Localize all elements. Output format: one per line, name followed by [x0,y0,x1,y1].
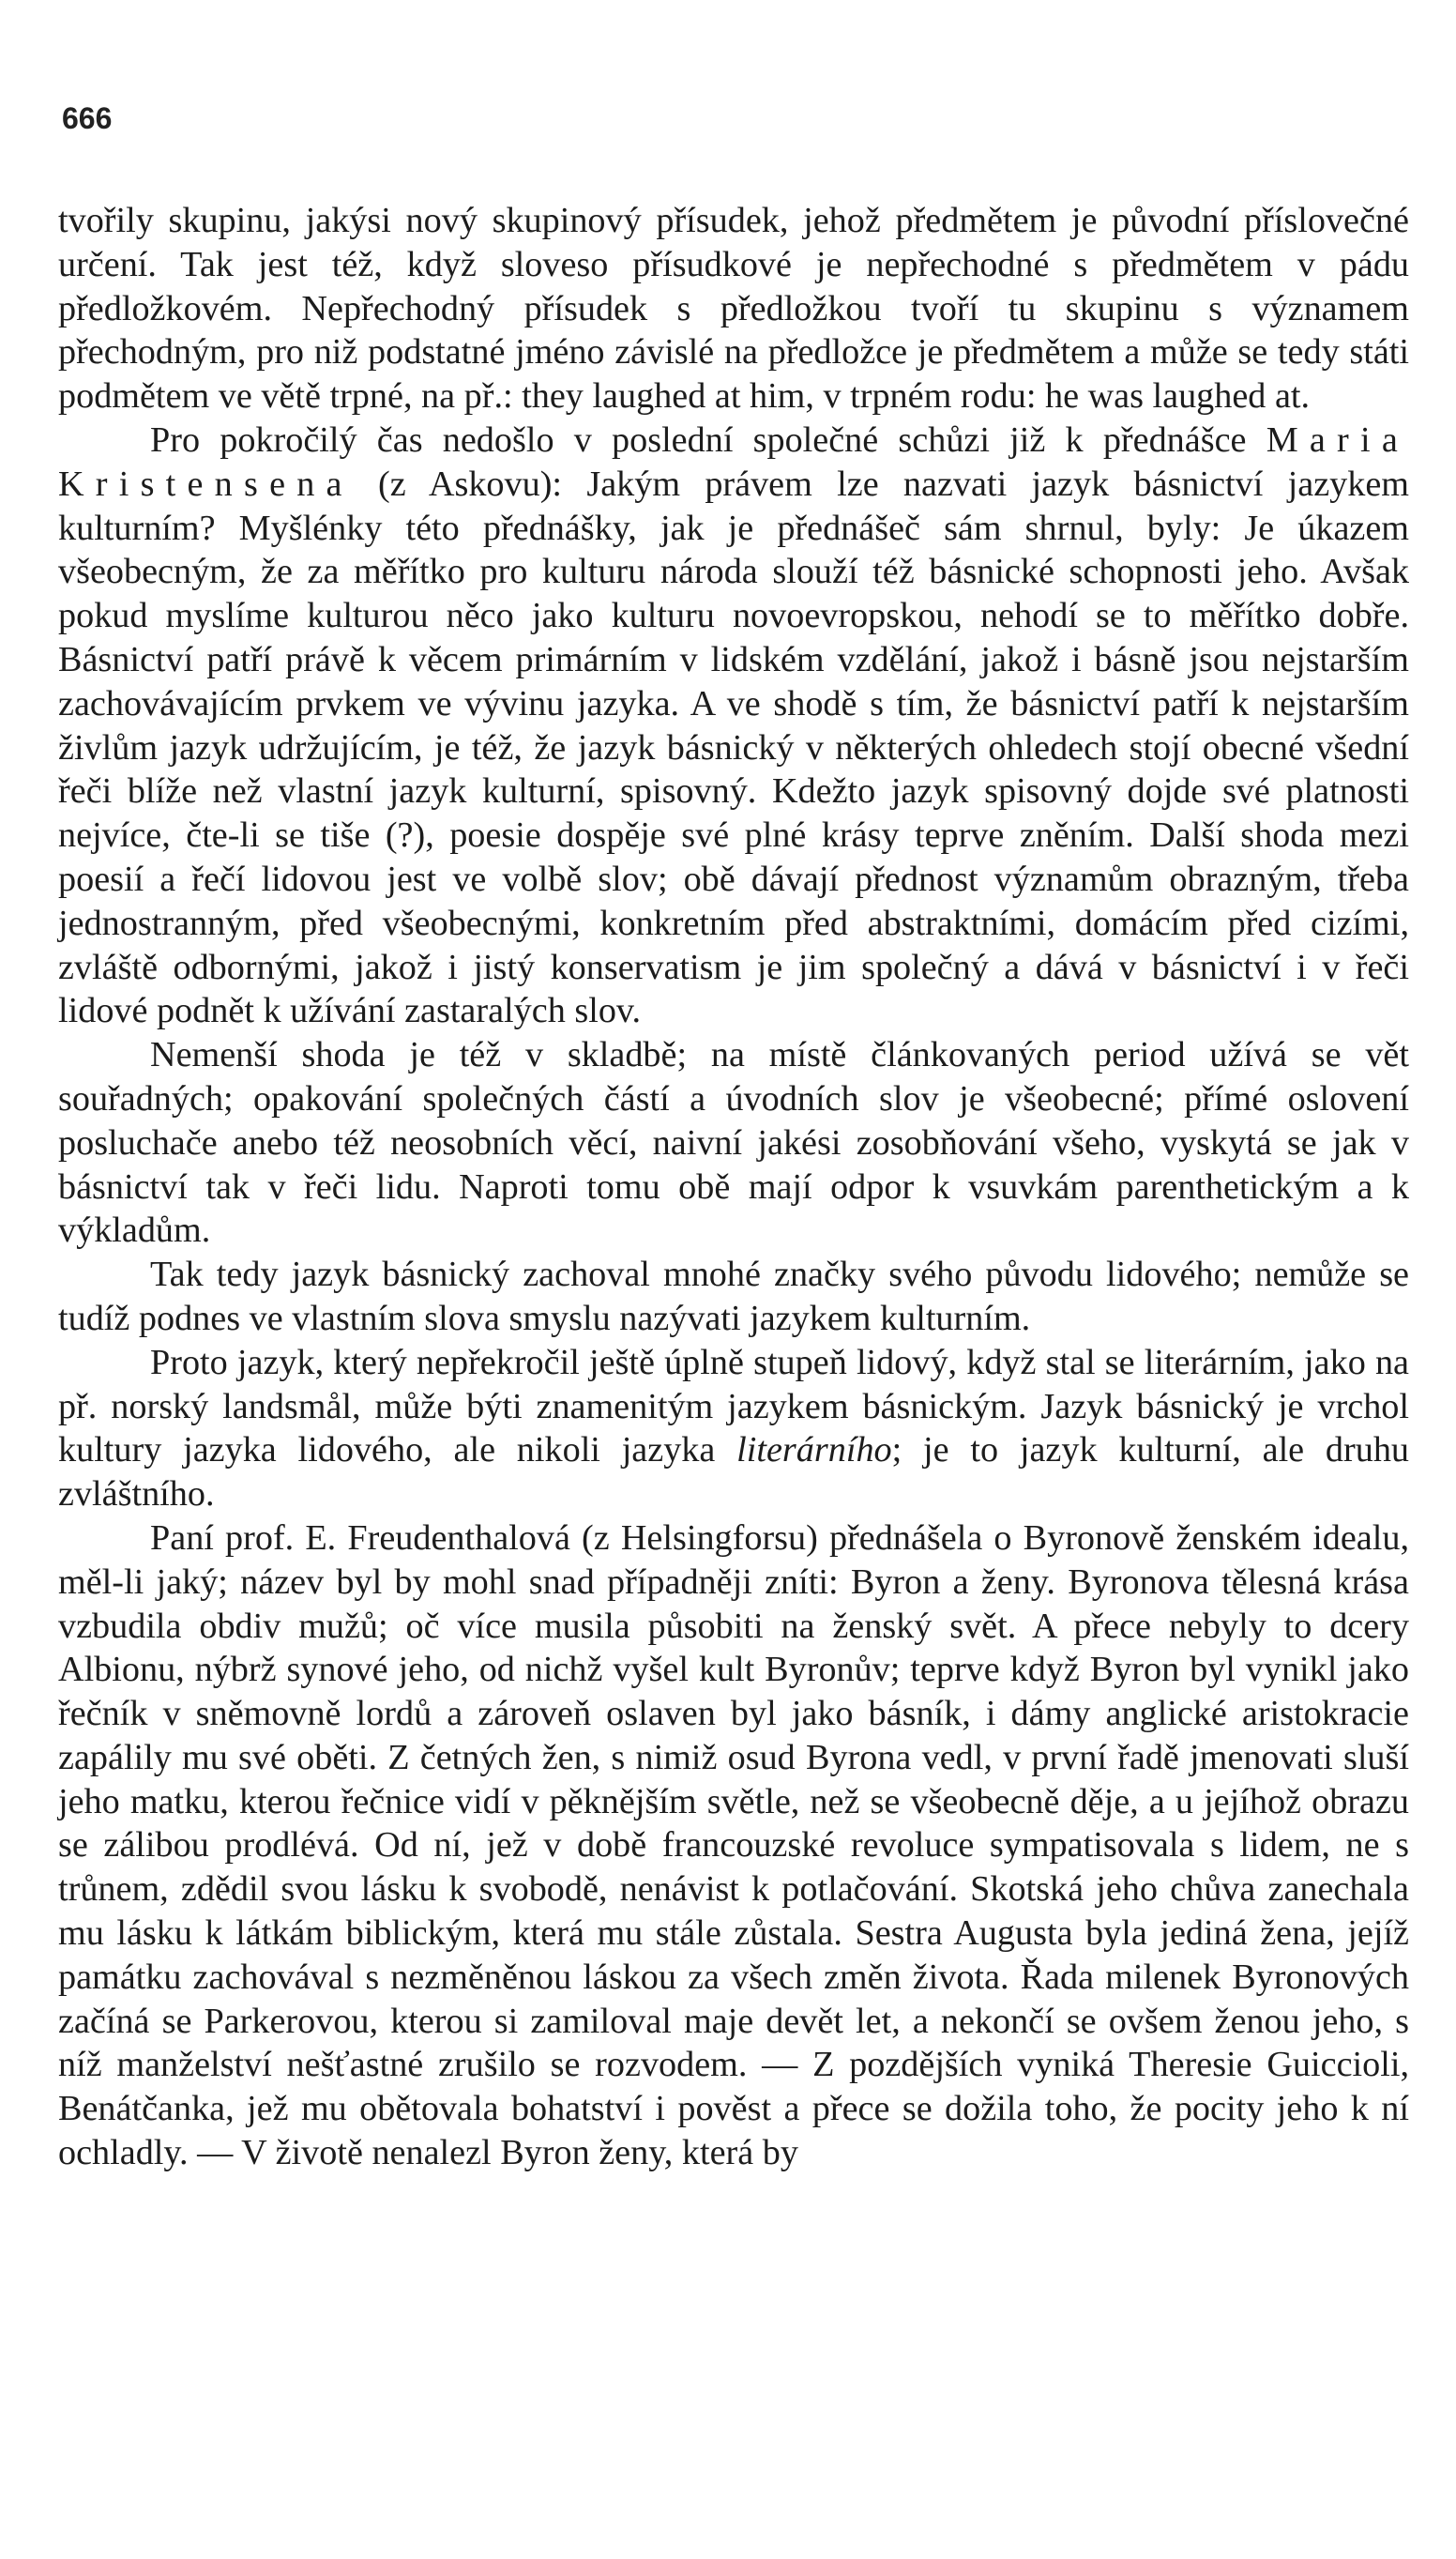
paragraph-text: Tak tedy jazyk básnický zachoval mnohé značky svého původu lidového; nemůže se tudíž podnes ve vlastním slova smyslu nazývati jazykem kulturním. [58,1255,1409,1338]
paragraph-text: (z Askovu): Jakým právem lze nazvati jazyk básnictví jazykem kulturním? Myšlénky této přednášky, jak je přednášeč sám shrnul, byly: Je úkazem všeobecným, že za měřítko pro kulturu národa slouží též básnické schopnosti jeho. Avšak pokud myslíme kulturou něco jako kulturu novoevropskou, nehodí se to měřítko dobře. Básnictví patří právě k věcem primárním v lidském vzdělání, jakož i básně jsou nejstarším zachovávajícím prvkem ve vývinu jazyka. A ve shodě s tím, že básnictví patří k nejstarším živlům jazyk udržujícím, je též, že jazyk básnický v některých ohledech stojí obecné všední řeči blíže než vlastní jazyk kulturní, spisovný. Kdežto jazyk spisovný dojde své platnosti nejvíce, čte-li se tiše (?), poesie dospěje své plné krásy teprve zněním. Další shoda mezi poesií a řečí lidovou jest ve volbě slov; obě dávají přednost významům obrazným, třeba jednostranným, před všeobecnými, konkretním před abstraktními, domácím před cizími, zvláště odbornými, jakož i jistý konservatism je jim společný a dává v básnictví i v řeči lidové podnět k užívání zastaralých slov. [58,464,1409,1031]
page-number: 666 [62,101,113,135]
emphasis-text: literárního [736,1430,892,1470]
paragraph-conclusion [58,1253,1409,1341]
paragraph-text: tvořily skupinu, jakýsi nový skupinový přísudek, jehož předmětem je původní příslovečné určení. Tak jest též, když sloveso přísudkové je nepřechodné s předmětem v pádu předložkovém. Nepřechodný přísudek s předložkou tvoří tu skupinu s významem přechodným, pro niž podstatné jméno závislé na předložce je předmětem a může se tedy státi podmětem ve větě trpné, na př.: they laughed at him, v trpném rodu: he was laughed at. [58,201,1409,417]
body-text [58,199,1409,2175]
paragraph-syntax [58,1033,1409,1253]
paragraph-literary-language [58,1341,1409,1516]
paragraph-text: Paní prof. E. Freudenthalová (z Helsingforsu) přednášela o Byronově ženském idealu, měl-li jaký; název byl by mohl snad případněji zníti: Byron a ženy. Byronova tělesná krása vzbudila obdiv mužů; oč více musila působiti na ženský svět. A přece nebyly to dcery Albionu, nýbrž synové jeho, od nichž vyšel kult Byronův; teprve když Byron byl vynikl jako řečník v sněmovně lordů a zároveň oslaven byl jako básník, i dámy anglické aristokracie zapálily mu své oběti. Z četných žen, s nimiž osud Byrona vedl, v první řadě jmenovati sluší jeho matku, kterou řečnice vidí v pěknějším světle, než se všeobecně děje, a u jejíhož obrazu se zálibou prodlévá. Od ní, jež v době francouzské revoluce sympatisovala s lidem, ne s trůnem, zdědil svou lásku k svobodě, nenávist k potlačování. Skotská jeho chůva zanechala mu lásku k látkám biblickým, která mu stále zůstala. Sestra Augusta byla jediná žena, jejíž památku zachovával s nezměněnou láskou za všech změn života. Řada milenek Byronových začíná se Parkerovou, kterou si zamiloval maje devět let, a nekončí se ovšem ženou jeho, s níž manželství nešťastné zrušilo se rozvodem. — Z pozdějších vyniká Theresie Guiccioli, Benátčanka, jež mu obětovala bohatství i pověst a přece se dožila toho, že pocity jeho k ní ochladly. — V životě nenalezl Byron ženy, která by [58,1517,1409,2173]
paragraph-text: Pro pokročilý čas nedošlo v poslední společné schůzi již k přednášce [150,419,1266,460]
paragraph-freudenthal-lecture [58,1516,1409,2175]
paragraph-kristensen-lecture [58,419,1409,1033]
paragraph-text: Nemenší shoda je též v skladbě; na místě článkovaných period užívá se vět souřadných; opakování společných částí a úvodních slov je všeobecné; přímé oslovení posluchače anebo též neosobních věcí, naivní jakési zosobňování všeho, vyskytá se jak v básnictví tak v řeči lidu. Naproti tomu obě mají odpor k vsuvkám parenthetickým a k výkladům. [58,1035,1409,1251]
paragraph-text: Proto jazyk, který nepřekročil ještě úplně stupeň lidový, když stal se literárním, jako na př. norský landsmål, může býti znamenitým jazykem básnickým. Jazyk básnický je vrchol kultury jazyka lidového, ale nikoli jazyka [58,1342,1409,1470]
paragraph-text: ; je to jazyk kulturní, ale druhu zvláštního. [58,1430,1410,1515]
speaker-name: Maria Kristensena [58,419,1409,504]
paragraph-continuation [58,199,1409,419]
